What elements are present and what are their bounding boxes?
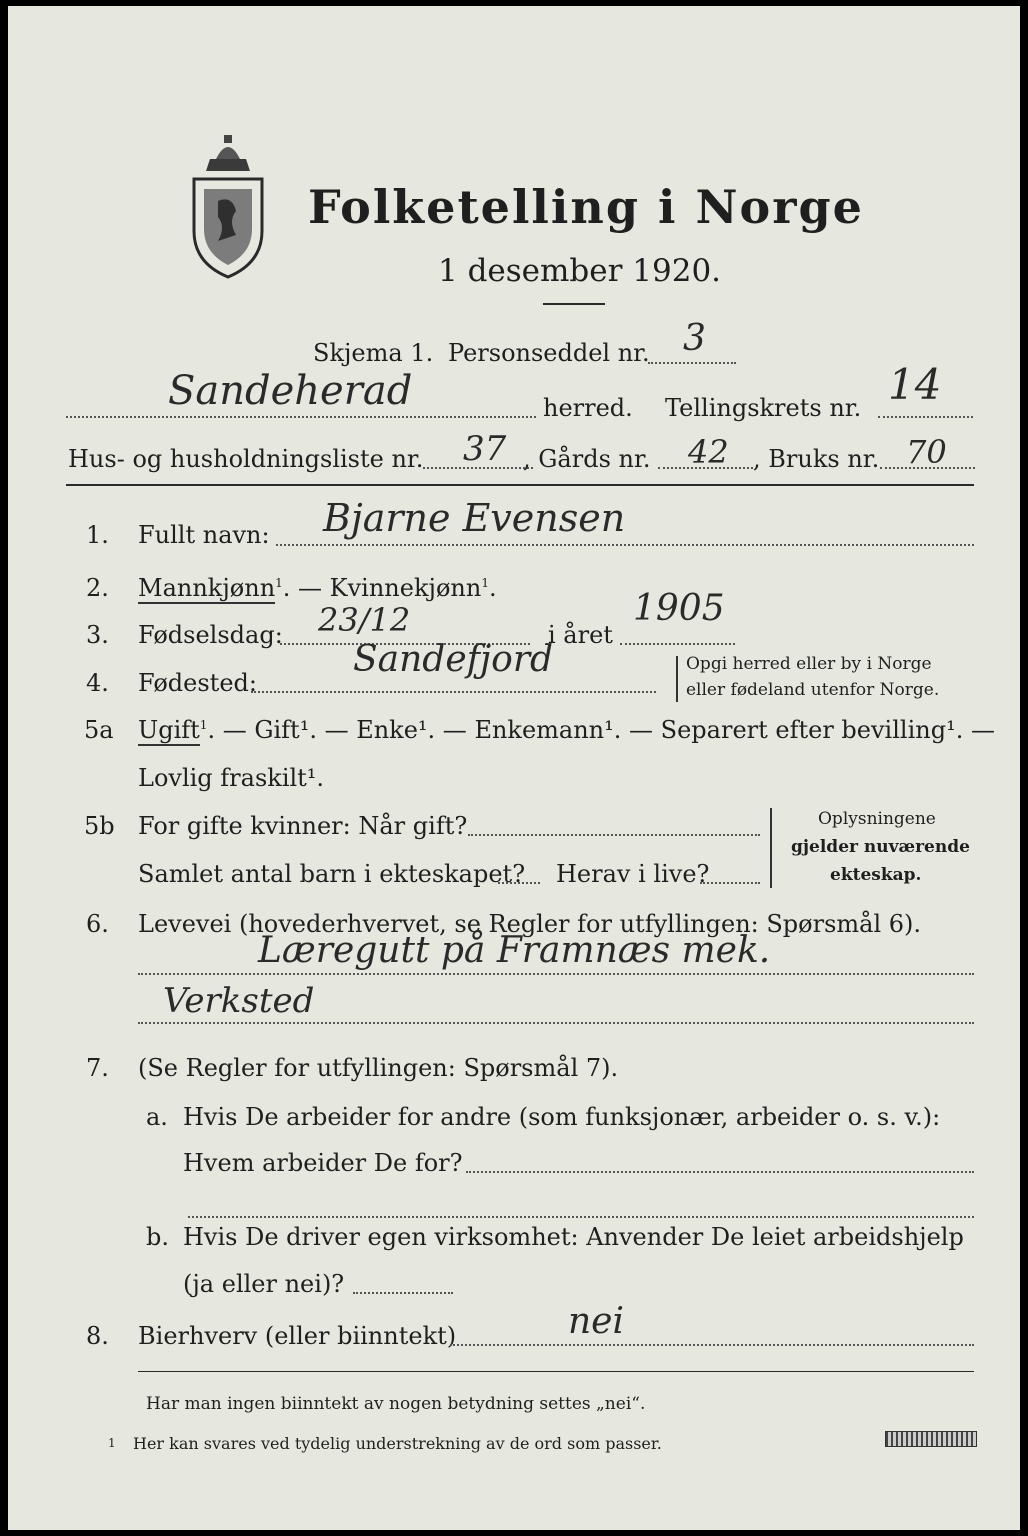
title-divider [543,303,605,305]
married-when-label: For gifte kvinner: Når gift? [138,812,468,840]
birth-year-line [620,643,735,645]
footer-divider [138,1371,974,1372]
birthplace-note-1: Opgi herred eller by i Norge [686,654,932,674]
field-7b-num: b. [146,1223,169,1251]
full-name-line [276,544,974,546]
printer-stamp [885,1431,977,1447]
personseddel-value: 3 [683,318,706,359]
gender-female: . — Kvinnekjønn [282,574,482,602]
full-name-value: Bjarne Evensen [323,496,626,540]
footnote-text: Her kan svares ved tydelig understrekning av de ord som passer. [133,1434,662,1453]
herred-line [66,416,536,418]
census-form [8,6,1020,1530]
field-6-num: 6. [86,910,109,938]
tellingskrets-label: Tellingskrets nr. [665,394,862,422]
marital-divorced: Lovlig fraskilt¹. [138,764,325,792]
field-8-num: 8. [86,1322,109,1350]
gender-options: Mannkjønn$^1$. — Kvinnekjønn$^1$. [138,574,497,602]
marital-status-options: Ugift$^1$. — Gift¹. — Enke¹. — Enkemann¹. — Separert efter bevilling¹. — [138,716,995,744]
footnote-num: 1 [108,1436,116,1450]
gender-male: Mannkjønn [138,574,276,602]
birth-year-label: i året [548,621,613,649]
footer-note: Har man ingen biinntekt av nogen betydning settes „nei“. [146,1394,646,1414]
form-title: Folketelling i Norge [308,180,864,234]
side-income-line [450,1344,974,1346]
children-count-line [498,882,540,884]
field-4-num: 4. [86,669,109,697]
hus-label: Hus- og husholdningsliste nr. [68,445,424,473]
birthday-label: Fødselsdag: [138,621,283,649]
marital-ugift: Ugift [138,716,200,744]
children-count-label: Samlet antal barn i ekteskapet? [138,860,526,888]
married-when-line [468,834,760,836]
field-7-num: 7. [86,1054,109,1082]
norway-coat-of-arms-icon [188,131,268,281]
gards-label: , Gårds nr. [523,445,651,473]
occupation-line-2 [138,1022,974,1024]
occupation-value-2: Verksted [163,981,315,1021]
skjema-label: Skjema 1. [313,339,434,367]
herred-label: herred. [543,394,633,422]
employment-label: (Se Regler for utfyllingen: Spørsmål 7). [138,1054,619,1082]
bruks-label: , Bruks nr. [753,445,880,473]
marriage-note-2: gjelder nuværende [791,837,970,857]
side-income-label: Bierhverv (eller biinntekt) [138,1322,457,1350]
employee-label: Hvis De arbeider for andre (som funksjonær, arbeider o. s. v.): [183,1103,941,1131]
birthplace-note-2: eller fødeland utenfor Norge. [686,680,940,700]
birthplace-value: Sandefjord [353,639,554,680]
tellingskrets-value: 14 [888,360,942,409]
side-income-value: nei [568,1301,625,1342]
birthplace-line [251,691,656,693]
marital-other: . — Gift¹. — Enke¹. — Enkemann¹. — Separert efter bevilling¹. — [207,716,995,744]
birthplace-brace [676,656,684,702]
occupation-line-1 [138,973,974,975]
employer-label: Hvem arbeider De for? [183,1149,463,1177]
birthplace-label: Fødested: [138,669,257,697]
field-2-num: 2. [86,574,109,602]
hus-value: 37 [463,429,507,469]
bruks-value: 70 [906,433,947,471]
self-employed-label: Hvis De driver egen virksomhet: Anvender De leiet arbeidshjelp [183,1223,964,1251]
field-5b-num: 5b [84,812,115,840]
hired-help-line [353,1292,453,1294]
marriage-brace [770,808,778,888]
header-divider [66,484,974,486]
field-3-num: 3. [86,621,109,649]
full-name-label: Fullt navn: [138,521,270,549]
occupation-value-1: Læregutt på Framnæs mek. [258,930,771,971]
tellingskrets-line [878,416,973,418]
field-1-num: 1. [86,521,109,549]
gards-value: 42 [688,433,729,471]
field-7a-num: a. [146,1103,168,1131]
birthday-value: 23/12 [318,601,411,639]
form-date: 1 desember 1920. [438,253,722,289]
children-alive-line [700,882,760,884]
personseddel-line [648,362,736,364]
personseddel-label: Personseddel nr. [448,339,650,367]
occupation-label: Levevei (hovederhvervet, se Regler for utfyllingen: Spørsmål 6). [138,910,922,938]
employer-line-1 [466,1171,974,1173]
hired-help-label: (ja eller nei)? [183,1270,345,1298]
herred-value: Sandeherad [168,368,413,414]
field-5a-num: 5a [84,716,114,744]
children-alive-label: Herav i live? [556,860,710,888]
birth-year-value: 1905 [633,588,725,629]
marriage-note-3: ekteskap. [830,865,922,885]
marriage-note-1: Oplysningene [818,809,936,829]
employer-line-2 [188,1216,974,1218]
